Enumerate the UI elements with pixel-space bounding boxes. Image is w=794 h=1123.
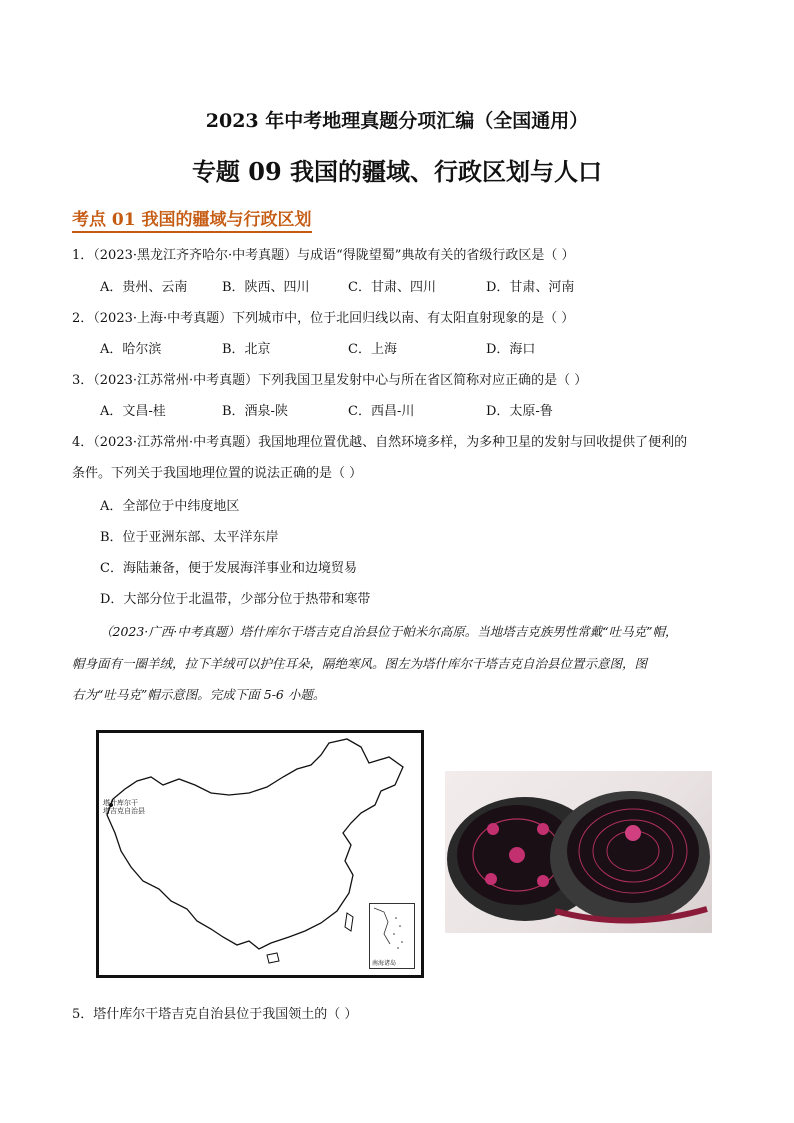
hainan-outline [267,953,279,963]
tashkurgan-label: 塔什库尔干 塔吉克自治县 [103,799,145,815]
china-mainland-outline [107,739,403,949]
question-3-stem: 3．（2023·江苏常州·中考真题）下列我国卫星发射中心与所在省区简称对应正确的是（ ） [72,373,588,388]
question-3-option-c: C．西昌-川 [348,404,415,419]
question-1-option-b: B．陕西、四川 [222,280,310,295]
question-2-stem: 2．（2023·上海·中考真题）下列城市中，位于北回归线以南、有太阳直射现象的是（ ） [72,311,575,326]
question-4-stem-line1: 4．（2023·江苏常州·中考真题）我国地理位置优越、自然环境多样，为多种卫星的发射与回收提供了便利的 [72,435,688,450]
question-4-option-c: C．海陆兼备，便于发展海洋事业和边境贸易 [100,561,357,576]
china-location-map [96,730,424,978]
passage-line-1: （2023·广西·中考真题）塔什库尔干塔吉克自治县位于帕米尔高原。当地塔吉克族男性常戴“吐马克”帽， [100,624,678,639]
question-3-option-d: D．太原-鲁 [486,404,553,419]
question-4-option-a: A．全部位于中纬度地区 [100,499,240,514]
question-2-option-c: C．上海 [348,342,397,357]
taiwan-outline [345,913,353,931]
inset-label: 南海诸岛 [372,960,397,967]
question-2-option-a: A．哈尔滨 [100,342,162,357]
question-4-stem-line2: 条件。下列关于我国地理位置的说法正确的是（ ） [72,466,363,481]
tumak-hat-illustration [445,771,712,933]
question-1-option-d: D．甘肃、河南 [486,280,575,295]
question-1-option-c: C．甘肃、四川 [348,280,436,295]
question-3-option-a: A．文昌-桂 [100,404,166,419]
topic-title: 专题 09 我国的疆域、行政区划与人口 [191,157,603,186]
passage-line-3: 右为“吐马克”帽示意图。完成下面 5-6 小题。 [72,687,326,702]
question-5-stem: 5．塔什库尔干塔吉克自治县位于我国领土的（ ） [72,1007,358,1022]
inset-islands-svg [370,904,414,958]
question-1-stem: 1．（2023·黑龙江齐齐哈尔·中考真题）与成语“得陇望蜀”典故有关的省级行政区是（ ） [72,248,575,263]
question-2-option-b: B．北京 [222,342,271,357]
question-2-option-d: D．海口 [486,342,536,357]
document-title: 2023 年中考地理真题分项汇编（全国通用） [205,110,589,132]
question-1-option-a: A．贵州、云南 [100,280,188,295]
question-3-option-b: B．酒泉-陕 [222,404,288,419]
question-4-option-b: B．位于亚洲东部、太平洋东岸 [100,530,279,545]
question-4-option-d: D．大部分位于北温带，少部分位于热带和寒带 [100,592,371,607]
section-heading: 考点 01 我国的疆域与行政区划 [72,205,312,233]
passage-line-2: 帽身面有一圈羊绒，拉下羊绒可以护住耳朵，隔绝寒风。图左为塔什库尔干塔吉克自治县位置示意图，图 [72,656,648,671]
tumak-hat-photo [445,771,712,933]
south-china-sea-inset [369,903,415,969]
